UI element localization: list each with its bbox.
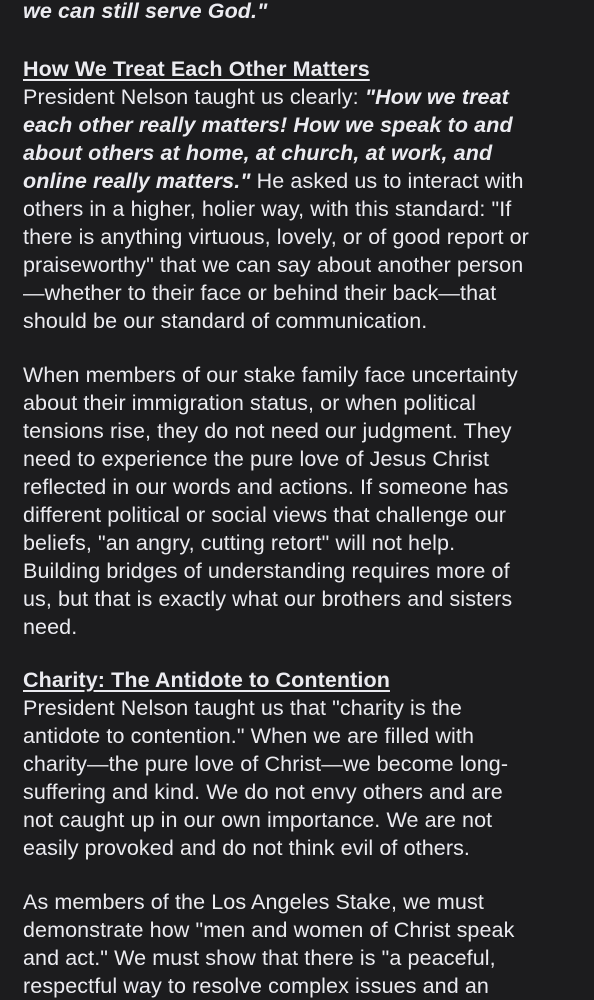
body-text: should be our standard of communication. [23,309,428,333]
text-line [23,473,508,501]
body-text: about their immigration status, or when political [23,391,477,415]
body-text: Building bridges of understanding requires more of [23,559,510,583]
body-text: others in a higher, holier way, with this standard: "If [23,197,512,221]
body-text: He asked us to interact with [250,169,524,193]
text-line [23,972,489,1000]
text-line [23,111,513,139]
body-text: need. [23,615,78,639]
quote-emphasis: online really matters." [23,169,251,193]
body-text: President Nelson taught us clearly: [23,85,365,109]
body-text: —whether to their face or behind their back—that [23,281,497,305]
text-line [23,83,509,111]
text-line [23,694,462,722]
section-heading [23,666,390,694]
body-text: demonstrate how "men and women of Christ speak [23,918,515,942]
text-line [23,529,455,557]
quote-emphasis: we can still serve God." [23,0,268,23]
body-text: praiseworthy" that we can say about another person [23,253,524,277]
text-line [23,916,514,944]
body-text: need to experience the pure love of Jesus Christ [23,447,490,471]
text-line [23,195,511,223]
section-heading [23,55,370,83]
body-text: antidote to contention." When we are filled with [23,724,475,748]
text-line [23,139,492,167]
text-line [23,834,470,862]
text-line [23,361,518,389]
text-line [23,557,510,585]
text-line [23,501,506,529]
body-text: suffering and kind. We do not envy others and are [23,780,503,804]
text-line [23,778,503,806]
text-line [23,613,77,641]
body-text: different political or social views that challenge our [23,503,507,527]
text-line [23,167,524,195]
body-text: As members of the Los Angeles Stake, we must [23,890,484,914]
quote-emphasis: about others at home, at church, at work, and [23,141,493,165]
quote-emphasis: each other really matters! How we speak to and [23,113,513,137]
body-text: respectful way to resolve complex issues and an [23,974,489,998]
body-text: reflected in our words and actions. If someone has [23,475,509,499]
body-text: not caught up in our own importance. We are not [23,808,493,832]
text-line [23,389,476,417]
body-text: there is anything virtuous, lovely, or of good report or [23,225,529,249]
text-line [23,223,529,251]
body-text: tensions rise, they do not need our judgment. They [23,419,512,443]
body-text: easily provoked and do not think evil of others. [23,836,471,860]
body-text: When members of our stake family face uncertainty [23,363,518,387]
text-line [23,750,508,778]
heading-text: How We Treat Each Other Matters [23,57,370,81]
text-line [23,417,512,445]
text-line [23,722,474,750]
text-line [23,279,496,307]
text-line [23,585,512,613]
body-text: charity—the pure love of Christ—we become long- [23,752,509,776]
body-text: President Nelson taught us that "charity is the [23,696,462,720]
text-line [23,251,523,279]
text-line [23,806,492,834]
text-line [23,0,267,25]
heading-text: Charity: The Antidote to Contention [23,668,390,692]
quote-emphasis: "How we treat [364,85,509,109]
body-text: us, but that is exactly what our brothers and sisters [23,587,513,611]
body-text: beliefs, "an angry, cutting retort" will not help. [23,531,456,555]
text-line [23,307,427,335]
text-line [23,944,496,972]
text-line [23,888,484,916]
body-text: and act." We must show that there is "a peaceful, [23,946,496,970]
text-line [23,445,489,473]
